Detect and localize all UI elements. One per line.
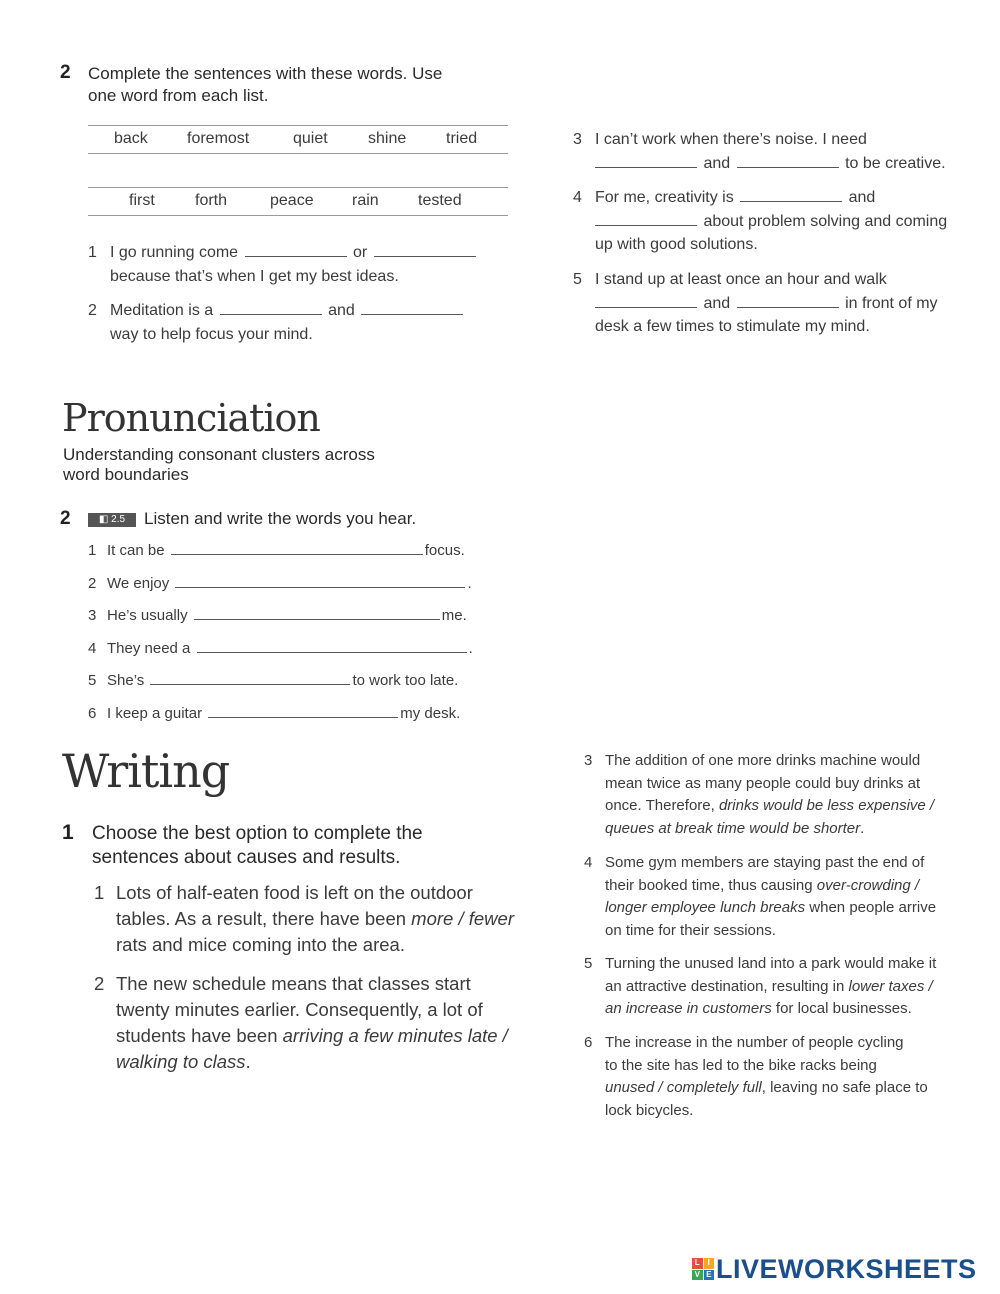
answer-blank[interactable] [150,669,350,685]
writing-item-6: 6 The increase in the number of people cycling to the site has led to the bike racks being unused / completely full, leaving no safe place to lock bicycles. [584,1034,928,1119]
option-choice[interactable]: more / fewer [411,908,514,929]
word-list2-item: tested [418,192,462,209]
writing-instruction: Choose the best option to complete the sentences about causes and results. [92,823,423,868]
answer-blank[interactable] [737,292,839,308]
pron-item: 5 She’s to work too late. [88,669,458,693]
divider [88,153,508,154]
answer-blank[interactable] [208,702,398,718]
option-choice[interactable]: queues at break time would be shorter [605,819,861,837]
pronunciation-subtitle: Understanding consonant clusters across word boundaries [63,445,375,484]
writing-number: 1 [62,821,74,844]
divider [88,187,508,188]
liveworksheets-brand: LIVEWORKSHEETS [716,1253,977,1284]
answer-blank[interactable] [595,210,697,226]
word-list2-item: first [129,192,155,209]
vocab-item-2: 2 Meditation is a and way to help focus your mind. [88,299,465,346]
divider [88,125,508,126]
option-choice[interactable]: arriving a few minutes late / [282,1025,508,1046]
answer-blank[interactable] [595,152,697,168]
word-list1-item: foremost [187,130,250,147]
pron-item: 2 We enjoy . [88,572,472,596]
option-choice[interactable]: an increase in customers [605,1000,772,1017]
answer-blank[interactable] [737,152,839,168]
word-list1-item: shine [368,130,407,147]
word-list2-item: peace [270,192,314,209]
writing-item-3: 3 The addition of one more drinks machine would mean twice as many people could buy drinks at once. Therefore, drinks would be less expensive / queues at break time would be shorter. [584,752,935,837]
vocab-item-1: 1 I go running come or because that’s when I get my best ideas. [88,241,478,288]
answer-blank[interactable] [194,604,440,620]
writing-title: Writing [62,744,230,798]
word-list1-item: tried [446,130,478,147]
pronunciation-number: 2 [60,508,71,529]
vocab-item-3: 3 I can’t work when there’s noise. I need and to be creative. [573,131,946,172]
word-list1-item: quiet [293,130,328,147]
divider [88,215,508,216]
pron-item: 3 He’s usually me. [88,604,467,628]
pron-item: 6 I keep a guitar my desk. [88,702,460,726]
pron-item: 1 It can be focus. [88,539,465,563]
option-choice[interactable]: drinks would be less expensive / [718,797,935,814]
option-choice[interactable]: lower taxes / [848,977,933,995]
answer-blank[interactable] [197,637,467,653]
answer-blank[interactable] [171,539,423,555]
answer-blank[interactable] [361,299,463,315]
answer-blank[interactable] [374,241,476,257]
answer-blank[interactable] [245,241,347,257]
vocab-item-4: 4 For me, creativity is and about problem solving and coming up with good solutions. [573,186,947,257]
answer-blank[interactable] [740,186,842,202]
audio-icon[interactable]: ◧ 2.5 [88,513,136,527]
answer-blank[interactable] [175,572,465,588]
pronunciation-instruction: ◧ 2.5 Listen and write the words you hear. [88,508,416,530]
vocab-number: 2 [60,62,71,83]
liveworksheets-logo[interactable] [692,1254,977,1284]
writing-item-1: 1 Lots of half-eaten food is left on the outdoor tables. As a result, there have been more / fewer rats and mice coming into the area. [94,882,514,955]
pron-item: 4 They need a . [88,637,473,661]
word-list2-item: forth [195,192,228,209]
word-list1-item: back [114,130,148,147]
writing-item-5: 5 Turning the unused land into a park would make it an attractive destination, resulting in lower taxes / an increase in customers for local businesses. [584,955,937,1017]
vocab-item-5: 5 I stand up at least once an hour and walk and in front of my desk a few times to stimulate my mind. [573,271,938,335]
option-choice[interactable]: unused / completely full [605,1079,762,1096]
option-choice[interactable]: longer employee lunch breaks [605,899,806,916]
option-choice[interactable]: walking to class [116,1051,246,1072]
word-list2-item: rain [352,192,379,209]
vocab-instruction: Complete the sentences with these words. Use one word from each list. [88,64,443,105]
writing-item-2: 2 The new schedule means that classes start twenty minutes earlier. Consequently, a lot of students have been arriving a few minutes late / walking to class. [94,973,508,1072]
writing-item-4: 4 Some gym members are staying past the end of their booked time, thus causing over-crowding / longer employee lunch breaks when people arrive on time for their sessions. [584,854,937,939]
option-choice[interactable]: over-crowding / [816,876,920,894]
answer-blank[interactable] [595,292,697,308]
answer-blank[interactable] [220,299,322,315]
pronunciation-title: Pronunciation [62,396,320,440]
liveworksheets-mark-icon: L I V E [692,1258,714,1280]
